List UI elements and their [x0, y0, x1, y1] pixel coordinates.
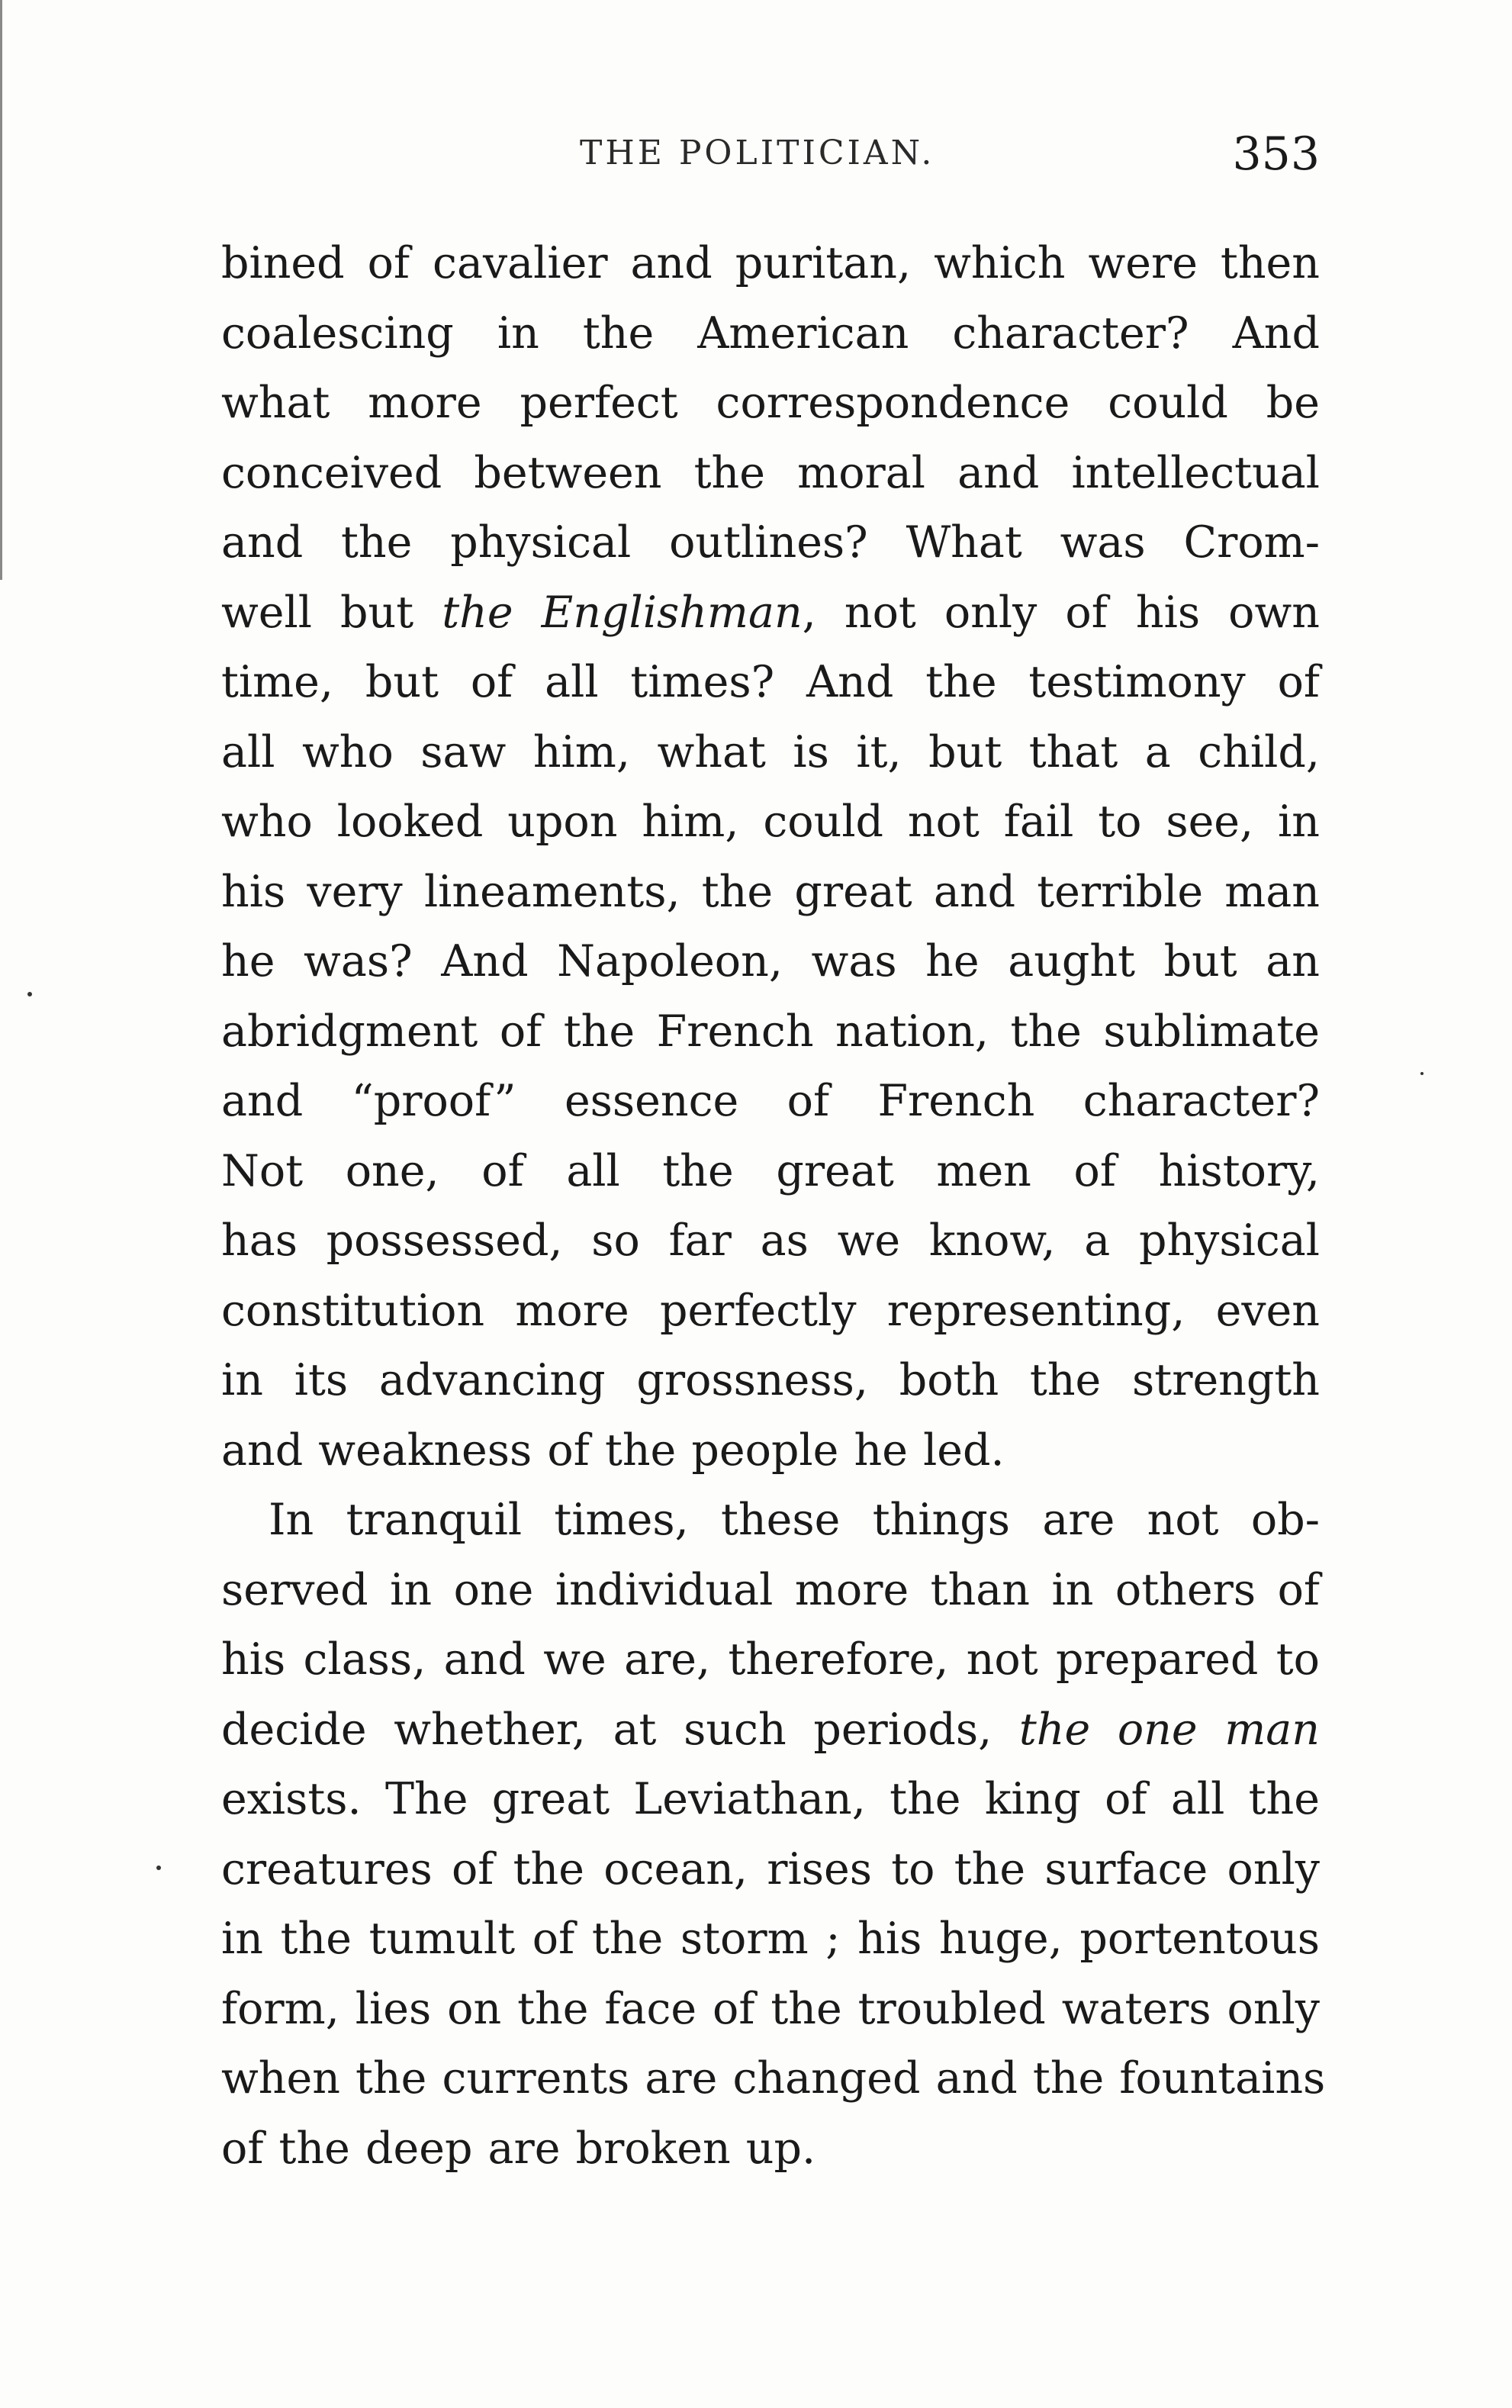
text-line: creatures of the ocean, rises to the surface only — [221, 1843, 1320, 1895]
text-line: In tranquil times, these things are not ob- — [269, 1495, 1320, 1545]
text-line: exists. The great Leviathan, the king of all the — [221, 1774, 1320, 1824]
paper-speck — [156, 1866, 161, 1870]
text-run: decide whether, at such periods, — [221, 1704, 1019, 1755]
text-line: who looked upon him, could not fail to see, in — [221, 797, 1320, 847]
text-line: bined of cavalier and puritan, which were then — [221, 238, 1320, 288]
text-line: and “proof” essence of French character? — [221, 1076, 1320, 1126]
page-number: 353 — [1232, 127, 1320, 181]
text-run: well but — [221, 587, 442, 638]
italic-phrase: the one man — [1018, 1704, 1320, 1755]
text-line: all who saw him, what is it, but that a child, — [221, 726, 1320, 777]
text-line: Not one, of all the great men of history, — [221, 1145, 1320, 1196]
text-line: his very lineaments, the great and terrible man — [221, 866, 1320, 917]
text-line: his class, and we are, therefore, not prepared to — [221, 1634, 1320, 1685]
binding-edge — [0, 0, 14, 580]
text-line — [221, 1695, 1320, 1766]
italic-phrase: the Englishman — [442, 587, 803, 638]
text-line: and weakness of the people he led. — [221, 1425, 1005, 1476]
text-line: and the physical outlines? What was Crom- — [221, 517, 1320, 568]
paper-speck — [1420, 1072, 1424, 1075]
text-line: form, lies on the face of the troubled waters only — [221, 1983, 1320, 2034]
text-run: , not only of his own — [802, 587, 1320, 638]
text-line: has possessed, so far as we know, a physical — [221, 1215, 1320, 1266]
text-line: when the currents are changed and the fountains — [221, 2053, 1326, 2104]
body-text — [221, 229, 1326, 2184]
text-line: of the deep are broken up. — [221, 2123, 816, 2174]
text-line: what more perfect correspondence could be — [221, 378, 1320, 428]
running-title: THE POLITICIAN. — [580, 134, 935, 172]
text-line: he was? And Napoleon, was he aught but an — [221, 936, 1320, 987]
text-line: abridgment of the French nation, the sublimate — [221, 1006, 1320, 1057]
text-line: served in one individual more than in others of — [221, 1564, 1320, 1615]
text-line: coalescing in the American character? And — [221, 307, 1320, 359]
paper-speck — [27, 992, 32, 996]
text-line — [221, 578, 1320, 649]
running-head — [221, 127, 1320, 195]
text-line: constitution more perfectly representing, even — [221, 1285, 1320, 1336]
text-line: time, but of all times? And the testimony of — [221, 657, 1320, 707]
text-line: in its advancing grossness, both the strength — [221, 1355, 1320, 1405]
text-line: in the tumult of the storm ; his huge, portentous — [221, 1914, 1320, 1964]
paragraph-2 — [221, 1486, 1326, 2184]
paragraph-1 — [221, 229, 1320, 1486]
text-line: conceived between the moral and intellectual — [221, 447, 1320, 498]
